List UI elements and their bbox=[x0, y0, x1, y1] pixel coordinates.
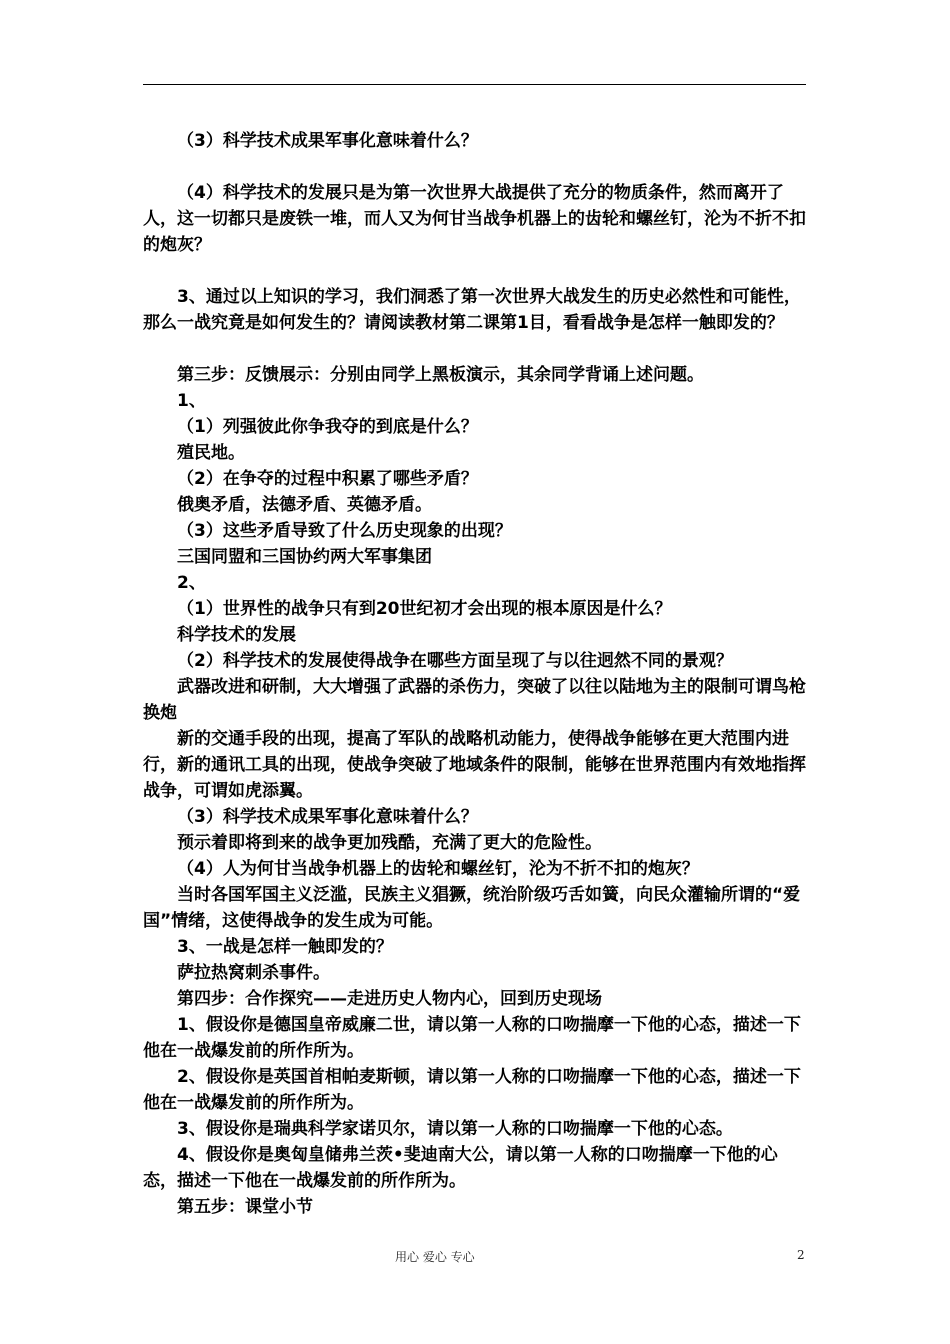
paragraph-line: （2）在争夺的过程中积累了哪些矛盾？ bbox=[177, 469, 478, 489]
paragraph-line: 殖民地。 bbox=[177, 443, 245, 463]
paragraph-line: 第三步：反馈展示：分别由同学上黑板演示，其余同学背诵上述问题。 bbox=[177, 365, 704, 385]
paragraph-line: （4）人为何甘当战争机器上的齿轮和螺丝钉，沦为不折不扣的炮灰？ bbox=[177, 859, 699, 879]
paragraph-line: 3、通过以上知识的学习，我们洞悉了第一次世界大战发生的历史必然性和可能性，那么一战究竟是如何发生的？请阅读教材第二课第1目，看看战争是怎样一触即发的？ bbox=[143, 287, 801, 333]
paragraph-line: （1）列强彼此你争我夺的到底是什么？ bbox=[177, 417, 478, 437]
paragraph-line: （2）科学技术的发展使得战争在哪些方面呈现了与以往迥然不同的景观？ bbox=[177, 651, 733, 671]
paragraph-line: （1）世界性的战争只有到20世纪初才会出现的根本原因是什么？ bbox=[177, 599, 672, 619]
paragraph-line: （3）这些矛盾导致了什么历史现象的出现？ bbox=[177, 521, 512, 541]
paragraph-line: 预示着即将到来的战争更加残酷，充满了更大的危险性。 bbox=[177, 833, 602, 853]
paragraph-line: 3、一战是怎样一触即发的？ bbox=[177, 937, 393, 957]
paragraph-line: 武器改进和研制，大大增强了武器的杀伤力，突破了以往以陆地为主的限制可谓鸟枪换炮 bbox=[143, 677, 806, 723]
paragraph-line: 2、 bbox=[177, 573, 206, 593]
paragraph-line: 2、假设你是英国首相帕麦斯顿，请以第一人称的口吻揣摩一下他的心态，描述一下他在一战爆发前的所作所为。 bbox=[143, 1067, 801, 1113]
paragraph-line: 三国同盟和三国协约两大军事集团 bbox=[177, 547, 432, 567]
paragraph-line: 新的交通手段的出现，提高了军队的战略机动能力，使得战争能够在更大范围内进行，新的通讯工具的出现，使战争突破了地域条件的限制，能够在世界范围内有效地指挥战争，可谓如虎添翼。 bbox=[143, 729, 806, 801]
page-number: 2 bbox=[797, 1248, 805, 1262]
paragraph-line: 第五步：课堂小节 bbox=[177, 1197, 313, 1217]
document-body bbox=[143, 128, 808, 1220]
paragraph-line: 萨拉热窝刺杀事件。 bbox=[177, 963, 330, 983]
paragraph-line: 当时各国军国主义泛滥，民族主义猖獗，统治阶级巧舌如簧，向民众灌输所谓的“爱国”情绪，这使得战争的发生成为可能。 bbox=[143, 885, 801, 931]
paragraph-line: （3）科学技术成果军事化意味着什么？ bbox=[177, 131, 478, 151]
paragraph-line: （4）科学技术的发展只是为第一次世界大战提供了充分的物质条件，然而离开了人，这一切都只是废铁一堆，而人又为何甘当战争机器上的齿轮和螺丝钉，沦为不折不扣的炮灰？ bbox=[143, 183, 806, 255]
paragraph-line: 3、假设你是瑞典科学家诺贝尔，请以第一人称的口吻揣摩一下他的心态。 bbox=[177, 1119, 733, 1139]
paragraph-line: 1、 bbox=[177, 391, 206, 411]
paragraph-line: 俄奥矛盾，法德矛盾、英德矛盾。 bbox=[177, 495, 432, 515]
paragraph-line: 1、假设你是德国皇帝威廉二世，请以第一人称的口吻揣摩一下他的心态，描述一下他在一战爆发前的所作所为。 bbox=[143, 1015, 801, 1061]
header-rule bbox=[143, 84, 806, 85]
footer-motto: 用心 爱心 专心 bbox=[395, 1250, 475, 1264]
paragraph-line: 第四步：合作探究——走进历史人物内心，回到历史现场 bbox=[177, 989, 602, 1009]
paragraph-line: 4、假设你是奥匈皇储弗兰茨•斐迪南大公，请以第一人称的口吻揣摩一下他的心态，描述一下他在一战爆发前的所作所为。 bbox=[143, 1145, 778, 1191]
paragraph-line: 科学技术的发展 bbox=[177, 625, 296, 645]
paragraph-line: （3）科学技术成果军事化意味着什么？ bbox=[177, 807, 478, 827]
